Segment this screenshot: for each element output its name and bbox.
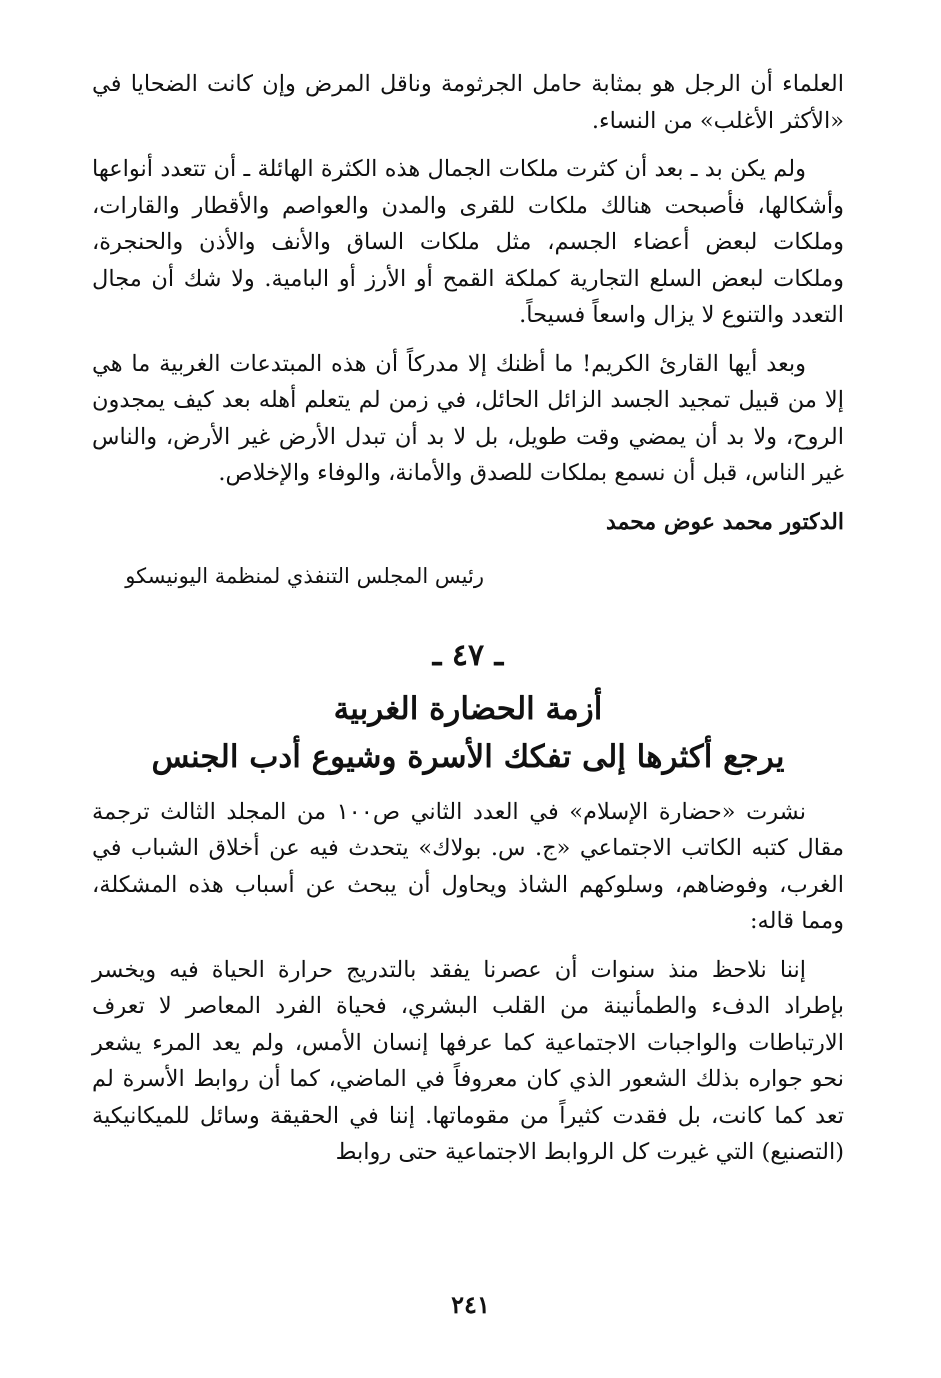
paragraph-reader-address: وبعد أيها القارئ الكريم! ما أظنك إلا مدركاً أن هذه المبتدعات الغربية ما هي إلا من قبيل تمجيد الجسد الزائل الحائل، في زمن لم يتعلم أهله بعد كيف يمجدون الروح، ولا بد أن يمضي وقت طويل، بل لا بد أن تبدل الأرض غير الأرض، والناس غير الناس، قبل أن نسمع بملكات للصدق والأمانة، والوفاء والإخلاص.: [92, 350, 844, 486]
section-title: أزمة الحضارة الغربية: [333, 690, 603, 727]
paragraph-article-intro: نشرت «حضارة الإسلام» في العدد الثاني ص١٠٠ من المجلد الثالث ترجمة مقال كتبه الكاتب الاجتماعي «ج. س. بولاك» يتحدث فيه عن أخلاق الشباب في الغرب، وفوضاهم، وسلوكهم الشاذ ويحاول أن يبحث عن أسباب هذه المشكلة، ومما قاله:: [92, 798, 844, 934]
author-signature: الدكتور محمد عوض محمد: [605, 508, 844, 535]
section-number: ـ ٤٧ ـ: [432, 637, 504, 673]
page-body: [92, 66, 844, 1183]
top-paragraph: العلماء أن الرجل هو بمثابة حامل الجرثومة وناقل المرض وإن كانت الضحايا في «الأكثر الأغلب» من النساء.: [92, 71, 844, 134]
page-number: ٢٤١: [451, 1290, 490, 1319]
author-role: رئيس المجلس التنفذي لمنظمة اليونيسكو: [125, 563, 484, 588]
paragraph-beauty-queens: ولم يكن بد ـ بعد أن كثرت ملكات الجمال هذه الكثرة الهائلة ـ أن تتعدد أنواعها وأشكالها، فأصبحت هنالك ملكات للقرى والمدن والعواصم والأقطار والقارات، وملكات لبعض أعضاء الجسم، مثل ملكات الساق والأنف والأذن والحنجرة، وملكات لبعض السلع التجارية كملكة القمح أو الأرز أو البامية. ولا شك أن مجال التعدد والتنوع لا يزال واسعاً فسيحاً.: [92, 156, 844, 328]
section-subtitle: يرجع أكثرها إلى تفكك الأسرة وشيوع أدب الجنس: [151, 738, 785, 775]
paragraph-article-quote: إننا نلاحظ منذ سنوات أن عصرنا يفقد بالتدريج حرارة الحياة فيه ويخسر بإطراد الدفء والطمأنينة من القلب البشري، فحياة الفرد المعاصر لا تعرف الارتباطات والواجبات الاجتماعية كما عرفها إنسان الأمس، ولم يعد المرء يشعر نحو جواره بذلك الشعور الذي كان معروفاً في الماضي، كما أن روابط الأسرة لم تعد كما كانت، بل فقدت كثيراً من مقوماتها. إننا في الحقيقة وسائل للميكانيكية (التصنيع) التي غيرت كل الروابط الاجتماعية حتى روابط: [92, 956, 844, 1165]
